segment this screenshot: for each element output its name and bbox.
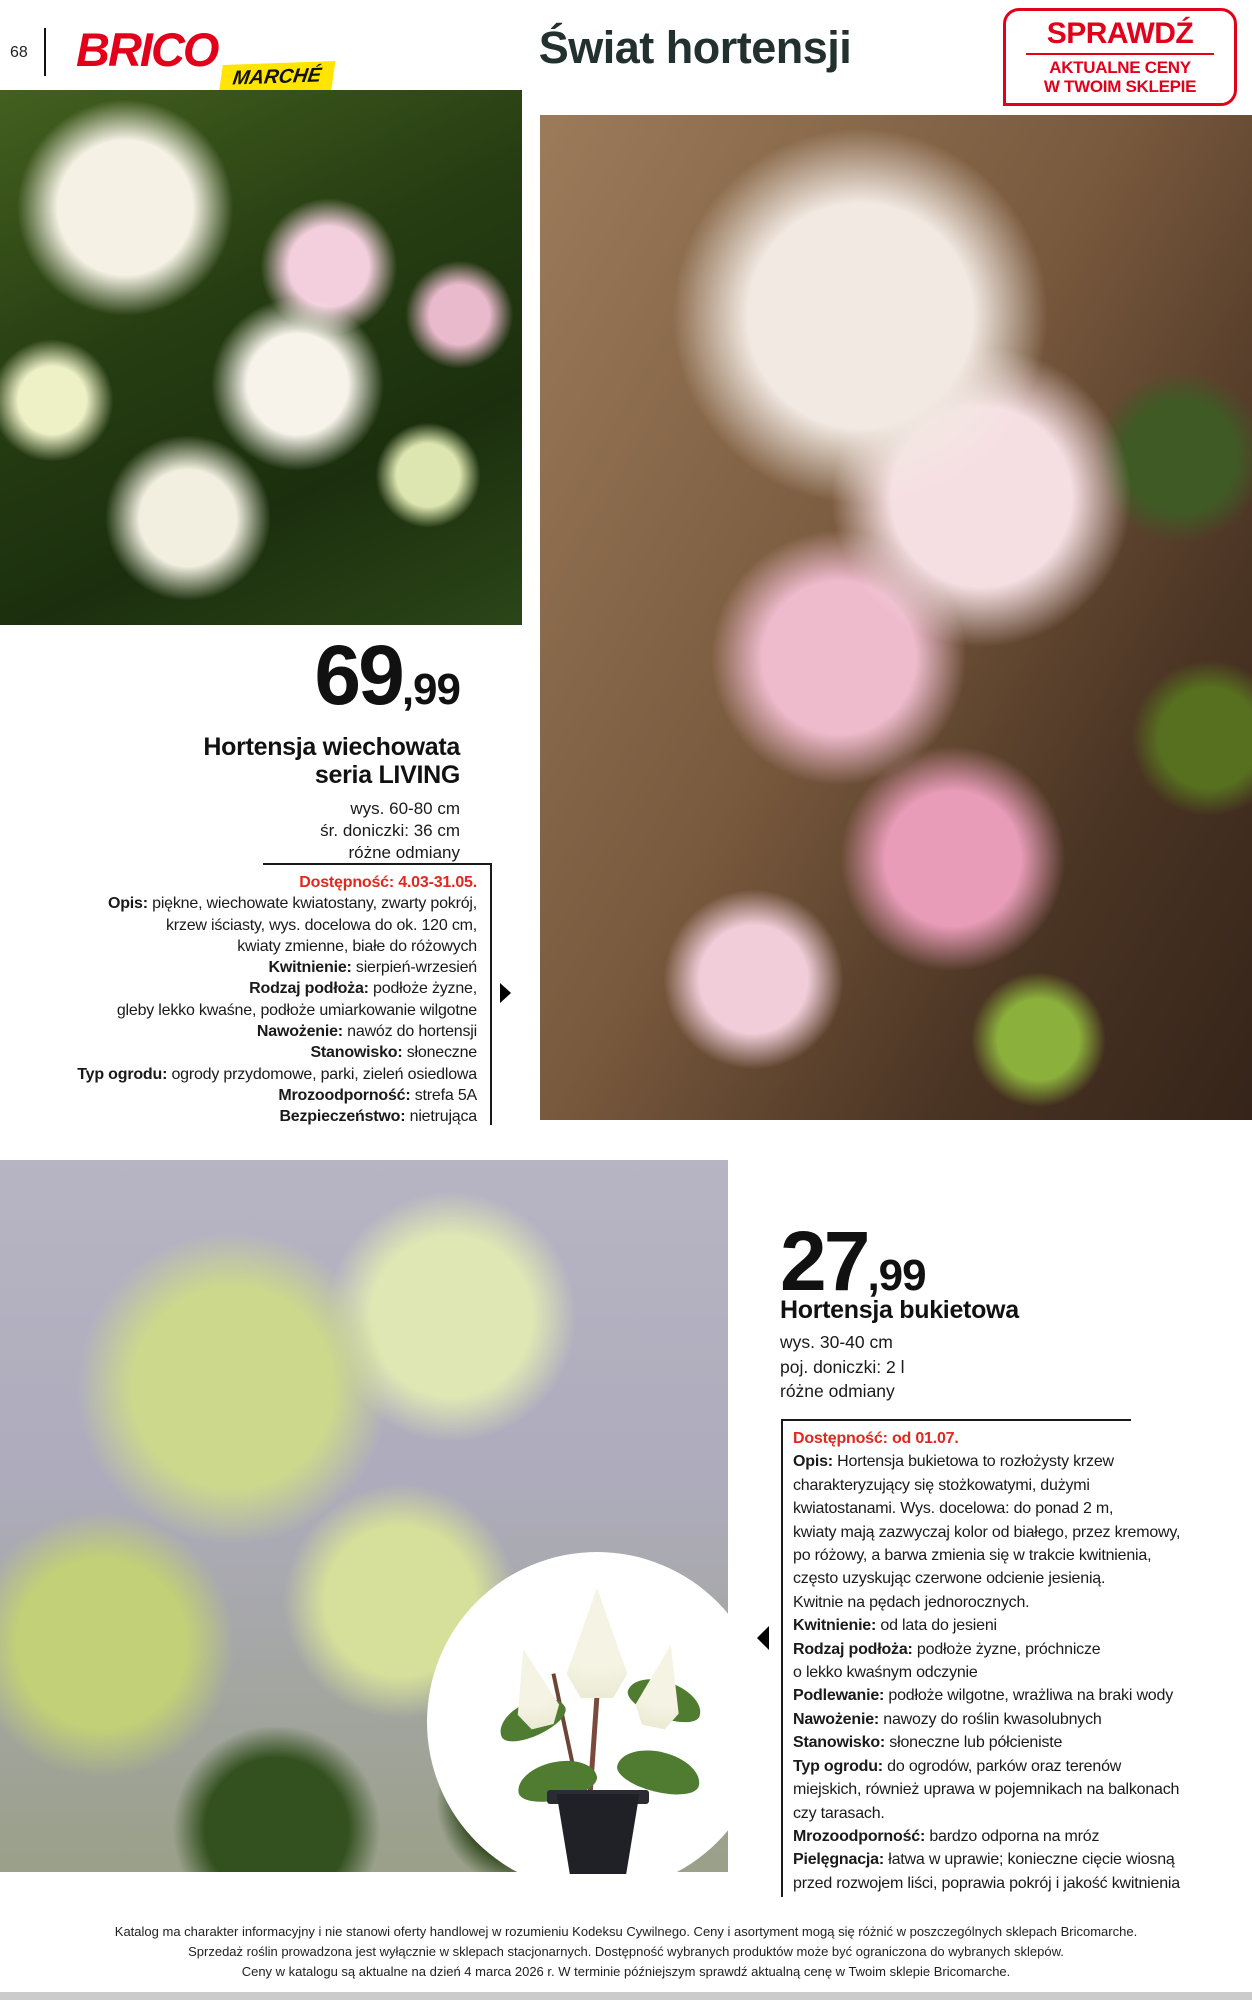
detail-line: Stanowisko: słoneczne lub półcieniste xyxy=(793,1734,1063,1752)
arrow-left-icon[interactable] xyxy=(757,1626,769,1650)
page-bottom-edge xyxy=(0,1992,1252,2000)
product2-details xyxy=(793,1427,1233,1895)
detail-line: Typ ogrodu: ogrody przydomowe, parki, zieleń osiedlowa xyxy=(77,1065,477,1083)
product1-spec-variants: różne odmiany xyxy=(348,843,460,862)
product1-header-block xyxy=(40,628,460,864)
detail-line: gleby lekko kwaśne, podłoże umiarkowanie wilgotne xyxy=(116,1001,477,1019)
detail-line: Rodzaj podłoża: podłoże żyzne, xyxy=(249,980,477,998)
detail-line: charakteryzujący się stożkowatymi, dużymi xyxy=(793,1476,1090,1494)
badge-line2: W TWOIM SKLEPIE xyxy=(1043,77,1197,96)
footer-disclaimer xyxy=(0,1922,1252,1982)
detail-line: przed rozwojem liści, poprawia pokrój i jakość kwitnienia xyxy=(793,1874,1180,1892)
product1-availability: Dostępność: 4.03-31.05. xyxy=(299,874,477,891)
product2-name: Hortensja bukietowa xyxy=(780,1296,1019,1324)
detail-line: Kwitnie na pędach jednorocznych. xyxy=(793,1593,1030,1611)
badge-line1: AKTUALNE CENY xyxy=(1049,58,1191,77)
product2-price-decimal: ,99 xyxy=(867,1251,926,1300)
plant-pot xyxy=(551,1794,645,1874)
check-prices-badge[interactable] xyxy=(1003,8,1237,106)
product1-spec-pot: śr. doniczki: 36 cm xyxy=(320,821,460,840)
flower-cone xyxy=(557,1588,637,1698)
page-title: Świat hortensji xyxy=(538,22,852,73)
footer-line: Katalog ma charakter informacyjny i nie stanowi oferty handlowej w rozumieniu Kodeksu Cywilnego. Ceny i asortyment mogą się różnić w poszczególnych sklepach Bricomarche. xyxy=(114,1924,1138,1939)
detail-line: często uzyskując czerwone odcienie jesienią. xyxy=(793,1570,1106,1588)
detail-line: Pielęgnacja: łatwa w uprawie; konieczne cięcie wiosną xyxy=(793,1851,1175,1869)
product2-spec-height: wys. 30-40 cm xyxy=(780,1332,893,1352)
product2-frame-left-rule xyxy=(781,1419,783,1897)
product2-specs xyxy=(780,1330,905,1404)
detail-line: Opis: piękne, wiechowate kwiatostany, zwarty pokrój, xyxy=(107,895,477,913)
product1-specs xyxy=(40,798,460,864)
detail-line: kwiaty zmienne, białe do różowych xyxy=(237,937,477,955)
product2-availability: Dostępność: od 01.07. xyxy=(793,1430,959,1447)
product2-spec-pot: poj. doniczki: 2 l xyxy=(780,1356,905,1377)
photo-pink-hydrangea-closeup xyxy=(540,115,1252,1120)
product1-details xyxy=(30,872,477,1128)
detail-line: Stanowisko: słoneczne xyxy=(310,1044,477,1062)
product1-name: Hortensja wiechowata seria LIVING xyxy=(203,733,460,789)
header-divider xyxy=(44,28,46,76)
detail-line: Nawożenie: nawozy do roślin kwasolubnych xyxy=(793,1710,1102,1728)
detail-line: Nawożenie: nawóz do hortensji xyxy=(256,1023,477,1041)
detail-line: krzew iściasty, wys. docelowa do ok. 120 cm, xyxy=(165,916,477,934)
product1-price-decimal: ,99 xyxy=(401,665,460,714)
detail-line: Kwitnienie: od lata do jesieni xyxy=(793,1617,997,1635)
product1-frame-right-rule xyxy=(490,863,492,1125)
product2-price: 27,99 xyxy=(780,1214,926,1308)
product1-frame-top-rule xyxy=(263,863,492,865)
detail-line: Bezpieczeństwo: nietrująca xyxy=(279,1108,477,1126)
badge-divider xyxy=(1026,53,1214,55)
detail-line: Rodzaj podłoża: podłoże żyzne, próchnicze xyxy=(793,1640,1101,1658)
photo-white-pink-hydrangeas xyxy=(0,90,522,625)
product2-spec-variants: różne odmiany xyxy=(780,1381,895,1401)
badge-title: SPRAWDŹ xyxy=(1046,17,1194,50)
detail-line: Mrozoodporność: bardzo odporna na mróz xyxy=(793,1827,1100,1845)
brico-logo: BRICO xyxy=(76,23,218,76)
detail-line: o lekko kwaśnym odczynie xyxy=(793,1664,978,1682)
footer-line: Ceny w katalogu są aktualne na dzień 4 marca 2026 r. W terminie późniejszym sprawdź aktualną cenę w Twoim sklepie Bricomarche. xyxy=(241,1964,1011,1979)
detail-line: kwiatostanami. Wys. docelowa: do ponad 2 m, xyxy=(793,1500,1114,1518)
detail-line: Podlewanie: podłoże wilgotne, wrażliwa na braki wody xyxy=(793,1687,1173,1705)
footer-line: Sprzedaż roślin prowadzona jest wyłącznie w sklepach stacjonarnych. Dostępność wybranych produktów może być ograniczona do wybranych sklepów. xyxy=(188,1944,1064,1959)
photo-potted-hydrangea-inset xyxy=(427,1552,767,1892)
detail-line: Kwitnienie: sierpień-wrzesień xyxy=(268,959,477,977)
page-number: 68 xyxy=(10,44,28,61)
detail-line: po różowy, a barwa zmienia się w trakcie kwitnienia, xyxy=(793,1547,1152,1565)
arrow-right-icon[interactable] xyxy=(500,983,511,1003)
detail-line: Opis: Hortensja bukietowa to rozłożysty krzew xyxy=(793,1453,1114,1471)
detail-line: Typ ogrodu: do ogrodów, parków oraz terenów xyxy=(793,1757,1122,1775)
product1-price: 69,99 xyxy=(314,628,460,722)
product1-spec-height: wys. 60-80 cm xyxy=(350,799,460,818)
product2-frame-top-rule xyxy=(781,1419,1131,1421)
detail-line: kwiaty mają zazwyczaj kolor od białego, przez kremowy, xyxy=(793,1523,1181,1541)
detail-line: czy tarasach. xyxy=(793,1804,885,1822)
detail-line: Mrozoodporność: strefa 5A xyxy=(278,1086,477,1104)
marche-logo-tag: MARCHÉ xyxy=(219,61,336,95)
detail-line: miejskich, również uprawa w pojemnikach na balkonach xyxy=(793,1781,1180,1799)
